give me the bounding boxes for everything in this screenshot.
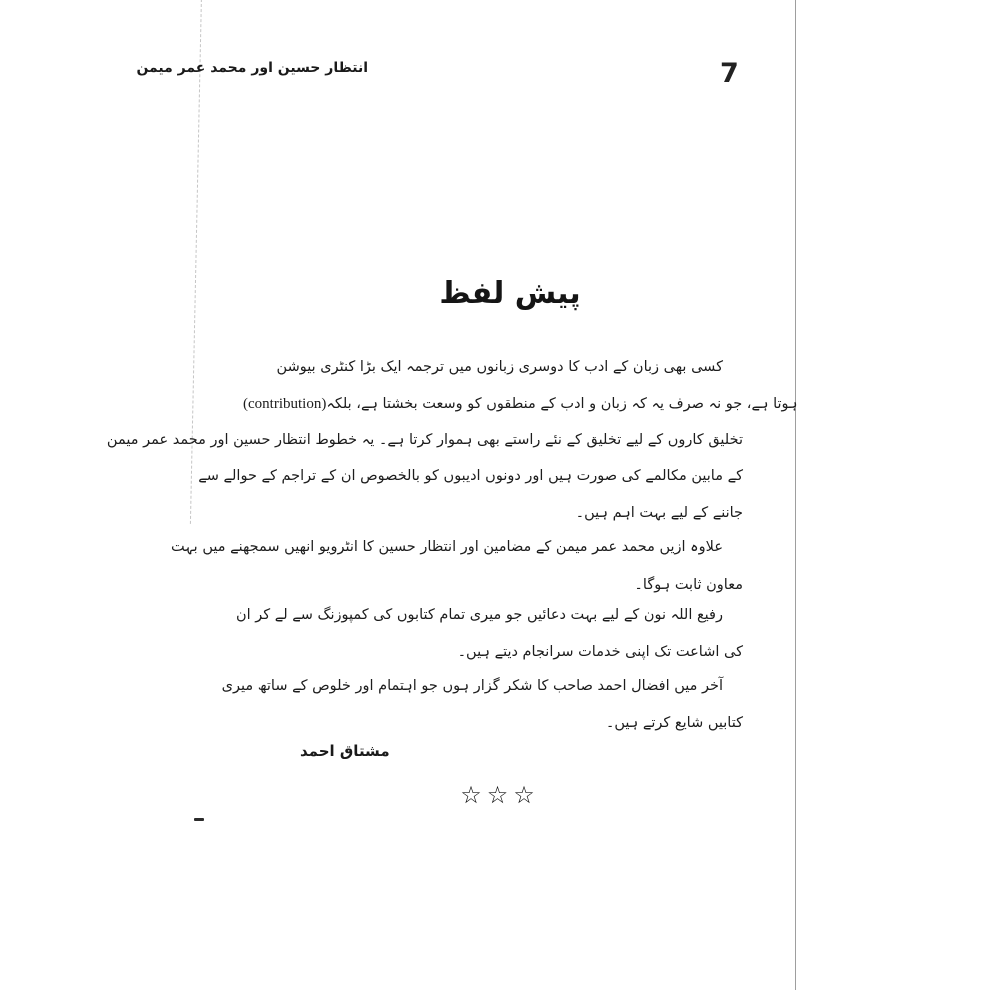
latin-gloss: (contribution)	[243, 396, 327, 412]
paragraph-line: تخلیق کاروں کے لیے تخلیق کے نئے راستے بھی ہموار کرتا ہے۔ یہ خطوط انتظار حسین اور محمد عمر میمن	[106, 432, 743, 448]
chapter-heading: پیش لفظ	[439, 276, 581, 311]
paragraph-line: معاون ثابت ہوگا۔	[634, 577, 743, 593]
section-divider-stars-icon: ☆☆☆	[460, 781, 540, 809]
paragraph-line: علاوہ ازیں محمد عمر میمن کے مضامین اور انتظار حسین کا انٹرویو انھیں سمجھنے میں بہت	[170, 539, 723, 555]
paragraph-line-mixed	[243, 389, 798, 419]
page-number: 7	[720, 58, 739, 89]
paragraph-line: جاننے کے لیے بہت اہم ہیں۔	[575, 505, 743, 521]
running-title: انتظار حسین اور محمد عمر میمن	[136, 60, 368, 76]
stray-ink-mark	[194, 818, 204, 821]
paragraph-line: آخر میں افضال احمد صاحب کا شکر گزار ہوں جو اہتمام اور خلوص کے ساتھ میری	[221, 678, 723, 694]
urdu-text: ہوتا ہے، جو نہ صرف یہ کہ زبان و ادب کے منطقوں کو وسعت بخشتا ہے، بلکہ	[326, 396, 798, 412]
paragraph-line: رفیع اللہ نون کے لیے بہت دعائیں جو میری تمام کتابوں کی کمپوزنگ سے لے کر ان	[235, 607, 723, 623]
author-signature: مشتاق احمد	[300, 742, 390, 760]
page-edge-line	[795, 0, 796, 990]
paragraph-line: کے مابین مکالمے کی صورت ہیں اور دونوں ادیبوں کو بالخصوص ان کے تراجم کے حوالے سے	[198, 468, 743, 484]
paragraph-line: کتابیں شایع کرتے ہیں۔	[605, 715, 743, 731]
paragraph-line: کسی بھی زبان کے ادب کا دوسری زبانوں میں ترجمہ ایک بڑا کنٹری بیوشن	[276, 359, 723, 375]
paragraph-line: کی اشاعت تک اپنی خدمات سرانجام دیتے ہیں۔	[457, 644, 743, 660]
